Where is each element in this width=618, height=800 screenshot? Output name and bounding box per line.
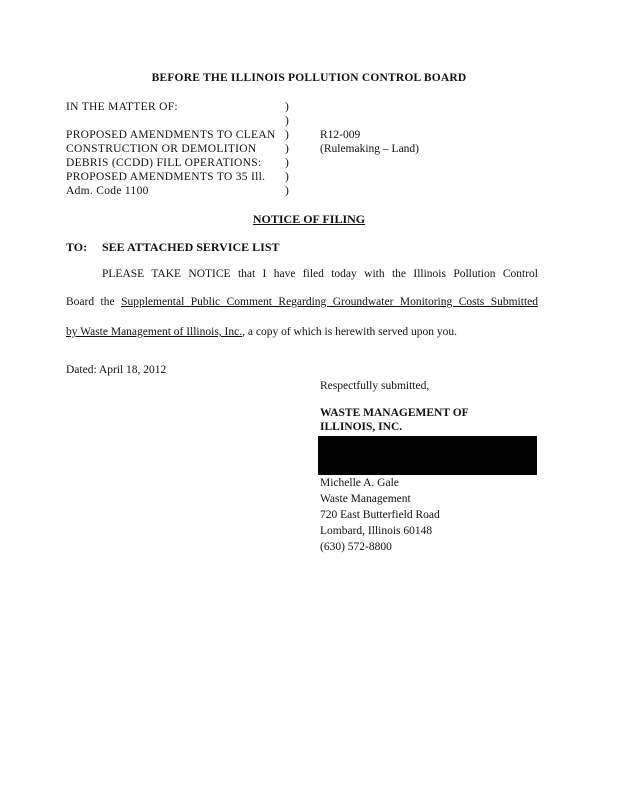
signatory-company: Waste Management	[320, 493, 411, 505]
dated-line: Dated: April 18, 2012	[66, 364, 167, 376]
body-line-3-suffix: , a copy of which is herewith served upon you.	[242, 326, 458, 338]
docket-number: R12-009	[320, 129, 361, 141]
notice-heading: NOTICE OF FILING	[252, 212, 366, 226]
signature-closing: Respectfully submitted,	[320, 380, 430, 392]
caption-paren: )	[285, 115, 289, 127]
docket-type: (Rulemaking – Land)	[320, 143, 420, 155]
signatory-name: Michelle A. Gale	[320, 477, 399, 489]
to-label: TO:	[66, 240, 88, 254]
caption-paren: )	[285, 157, 289, 169]
caption-paren: )	[285, 143, 289, 155]
caption-paren: )	[285, 129, 289, 141]
caption-paren: )	[285, 185, 289, 197]
signatory-address-1: 720 East Butterfield Road	[320, 509, 440, 521]
caption-line-1: IN THE MATTER OF:	[66, 101, 178, 113]
caption-line-3: PROPOSED AMENDMENTS TO CLEAN	[66, 129, 276, 141]
caption-line-4: CONSTRUCTION OR DEMOLITION	[66, 143, 257, 155]
signatory-phone: (630) 572-8800	[320, 541, 392, 553]
caption-paren: )	[285, 171, 289, 183]
signature-org-line-1: WASTE MANAGEMENT OF	[320, 407, 469, 419]
filer-name-underlined: by Waste Management of Illinois, Inc.	[66, 326, 243, 338]
caption-line-6: PROPOSED AMENDMENTS TO 35 Ill.	[66, 171, 266, 183]
caption-line-5: DEBRIS (CCDD) FILL OPERATIONS:	[66, 157, 262, 169]
caption-line-7: Adm. Code 1100	[66, 185, 149, 197]
document-title-underlined: Supplemental Public Comment Regarding Groundwater Monitoring Costs Submitted	[121, 296, 538, 308]
body-line-2-prefix: Board the	[66, 296, 122, 308]
signatory-address-2: Lombard, Illinois 60148	[320, 525, 433, 537]
redacted-signature	[318, 436, 537, 475]
to-line	[66, 240, 280, 255]
page-title: BEFORE THE ILLINOIS POLLUTION CONTROL BOARD	[151, 72, 467, 84]
signature-org-line-2: ILLINOIS, INC.	[320, 421, 403, 433]
body-line-2	[66, 296, 538, 308]
body-line-3	[66, 326, 538, 338]
to-value: SEE ATTACHED SERVICE LIST	[102, 240, 280, 254]
body-line-1: PLEASE TAKE NOTICE that I have filed today with the Illinois Pollution Control	[102, 268, 538, 280]
caption-paren: )	[285, 101, 289, 113]
